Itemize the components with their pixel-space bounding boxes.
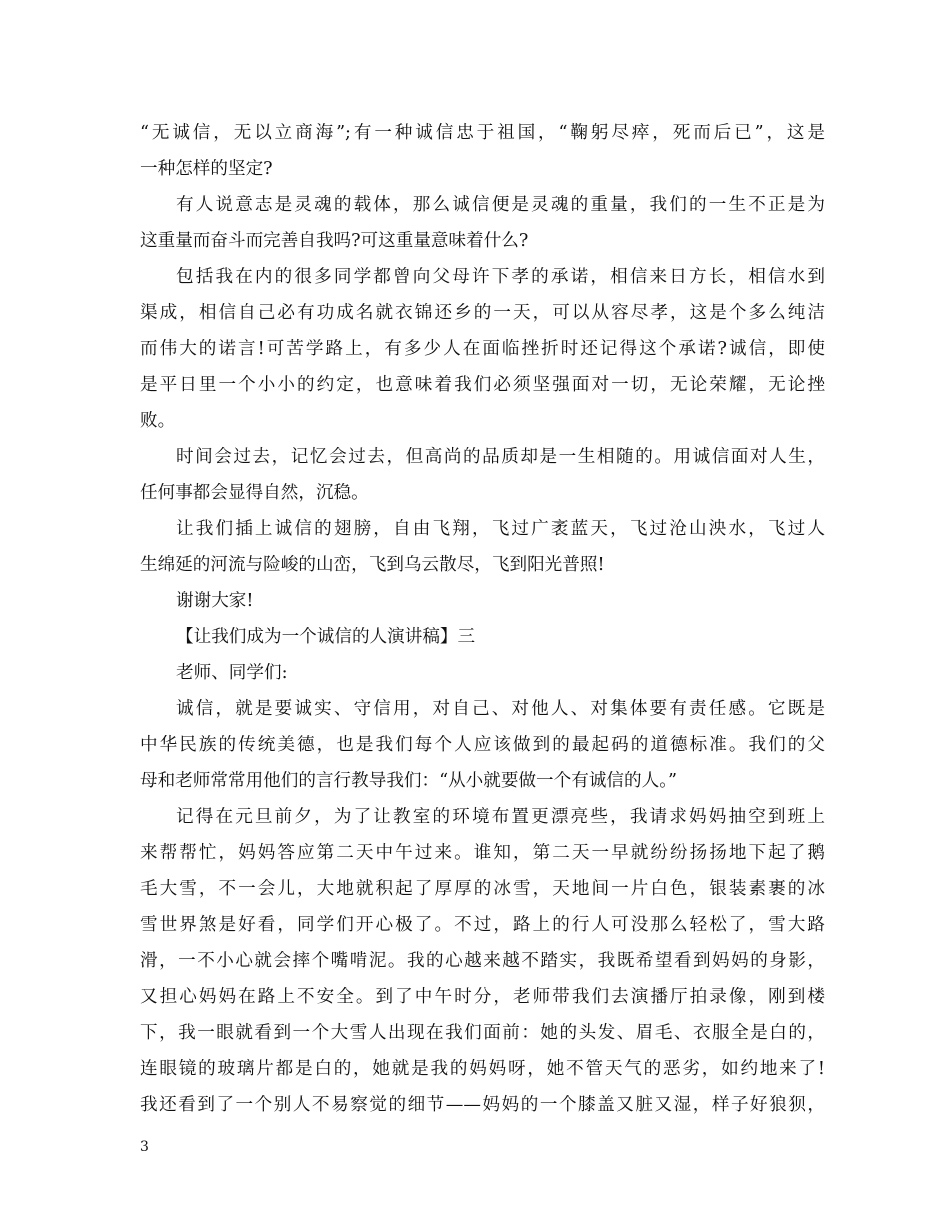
text-line: 我还看到了一个别人不易察觉的细节——妈妈的一个膝盖又脏又湿，样子好狼狈， (140, 1095, 825, 1115)
text-line: 败。 (140, 411, 176, 431)
text-line: 这重量而奋斗而完善自我吗?可这重量意味着什么? (140, 231, 529, 251)
text-line: 连眼镜的玻璃片都是白的，她就是我的妈妈呀，她不管天气的恶劣，如约地来了! (140, 1059, 825, 1079)
text-line: “无诚信，无以立商海”;有一种诚信忠于祖国，“鞠躬尽瘁，死而后已”，这是 (140, 123, 825, 143)
text-line: 记得在元旦前夕，为了让教室的环境布置更漂亮些，我请求妈妈抽空到班上 (176, 807, 825, 827)
page-number: 3 (140, 1139, 149, 1155)
document-body (140, 115, 825, 1123)
text-line: 生绵延的河流与险峻的山峦，飞到乌云散尽，飞到阳光普照! (140, 555, 605, 575)
text-line: 毛大雪，不一会儿，大地就积起了厚厚的冰雪，天地间一片白色，银装素裹的冰 (140, 879, 825, 899)
salutation: 老师、同学们: (176, 663, 288, 683)
text-line: 是平日里一个小小的约定，也意味着我们必须坚强面对一切，无论荣耀，无论挫 (140, 375, 825, 395)
text-line: 让我们插上诚信的翅膀，自由飞翔，飞过广袤蓝天，飞过沧山泱水，飞过人 (176, 519, 825, 539)
text-line: 包括我在内的很多同学都曾向父母许下孝的承诺，相信来日方长，相信水到 (176, 267, 825, 287)
text-line: 谢谢大家! (176, 591, 254, 611)
text-line: 雪世界煞是好看，同学们开心极了。不过，路上的行人可没那么轻松了，雪大路 (140, 915, 825, 935)
text-line: 诚信，就是要诚实、守信用，对自己、对他人、对集体要有责任感。它既是 (176, 699, 825, 719)
text-line: 母和老师常常用他们的言行教导我们：“从小就要做一个有诚信的人。” (140, 771, 678, 791)
text-line: 下，我一眼就看到一个大雪人出现在我们面前：她的头发、眉毛、衣服全是白的， (140, 1023, 825, 1043)
text-line: 又担心妈妈在路上不安全。到了中午时分，老师带我们去演播厅拍录像，刚到楼 (140, 987, 825, 1007)
text-line: 时间会过去，记忆会过去，但高尚的品质却是一生相随的。用诚信面对人生， (176, 447, 825, 467)
text-line: 而伟大的诺言!可苦学路上，有多少人在面临挫折时还记得这个承诺?诚信，即使 (140, 339, 825, 359)
text-line: 来帮帮忙，妈妈答应第二天中午过来。谁知，第二天一早就纷纷扬扬地下起了鹅 (140, 843, 825, 863)
text-line: 中华民族的传统美德，也是我们每个人应该做到的最起码的道德标准。我们的父 (140, 735, 825, 755)
text-line: 任何事都会显得自然，沉稳。 (140, 483, 369, 503)
text-line: 滑，一不小心就会摔个嘴啃泥。我的心越来越不踏实，我既希望看到妈妈的身影， (140, 951, 825, 971)
section-heading: 【让我们成为一个诚信的人演讲稿】三 (176, 627, 476, 647)
text-line: 一种怎样的坚定? (140, 159, 273, 179)
text-line: 有人说意志是灵魂的载体，那么诚信便是灵魂的重量，我们的一生不正是为 (176, 195, 825, 215)
text-line: 渠成，相信自己必有功成名就衣锦还乡的一天，可以从容尽孝，这是个多么纯洁 (140, 303, 825, 323)
